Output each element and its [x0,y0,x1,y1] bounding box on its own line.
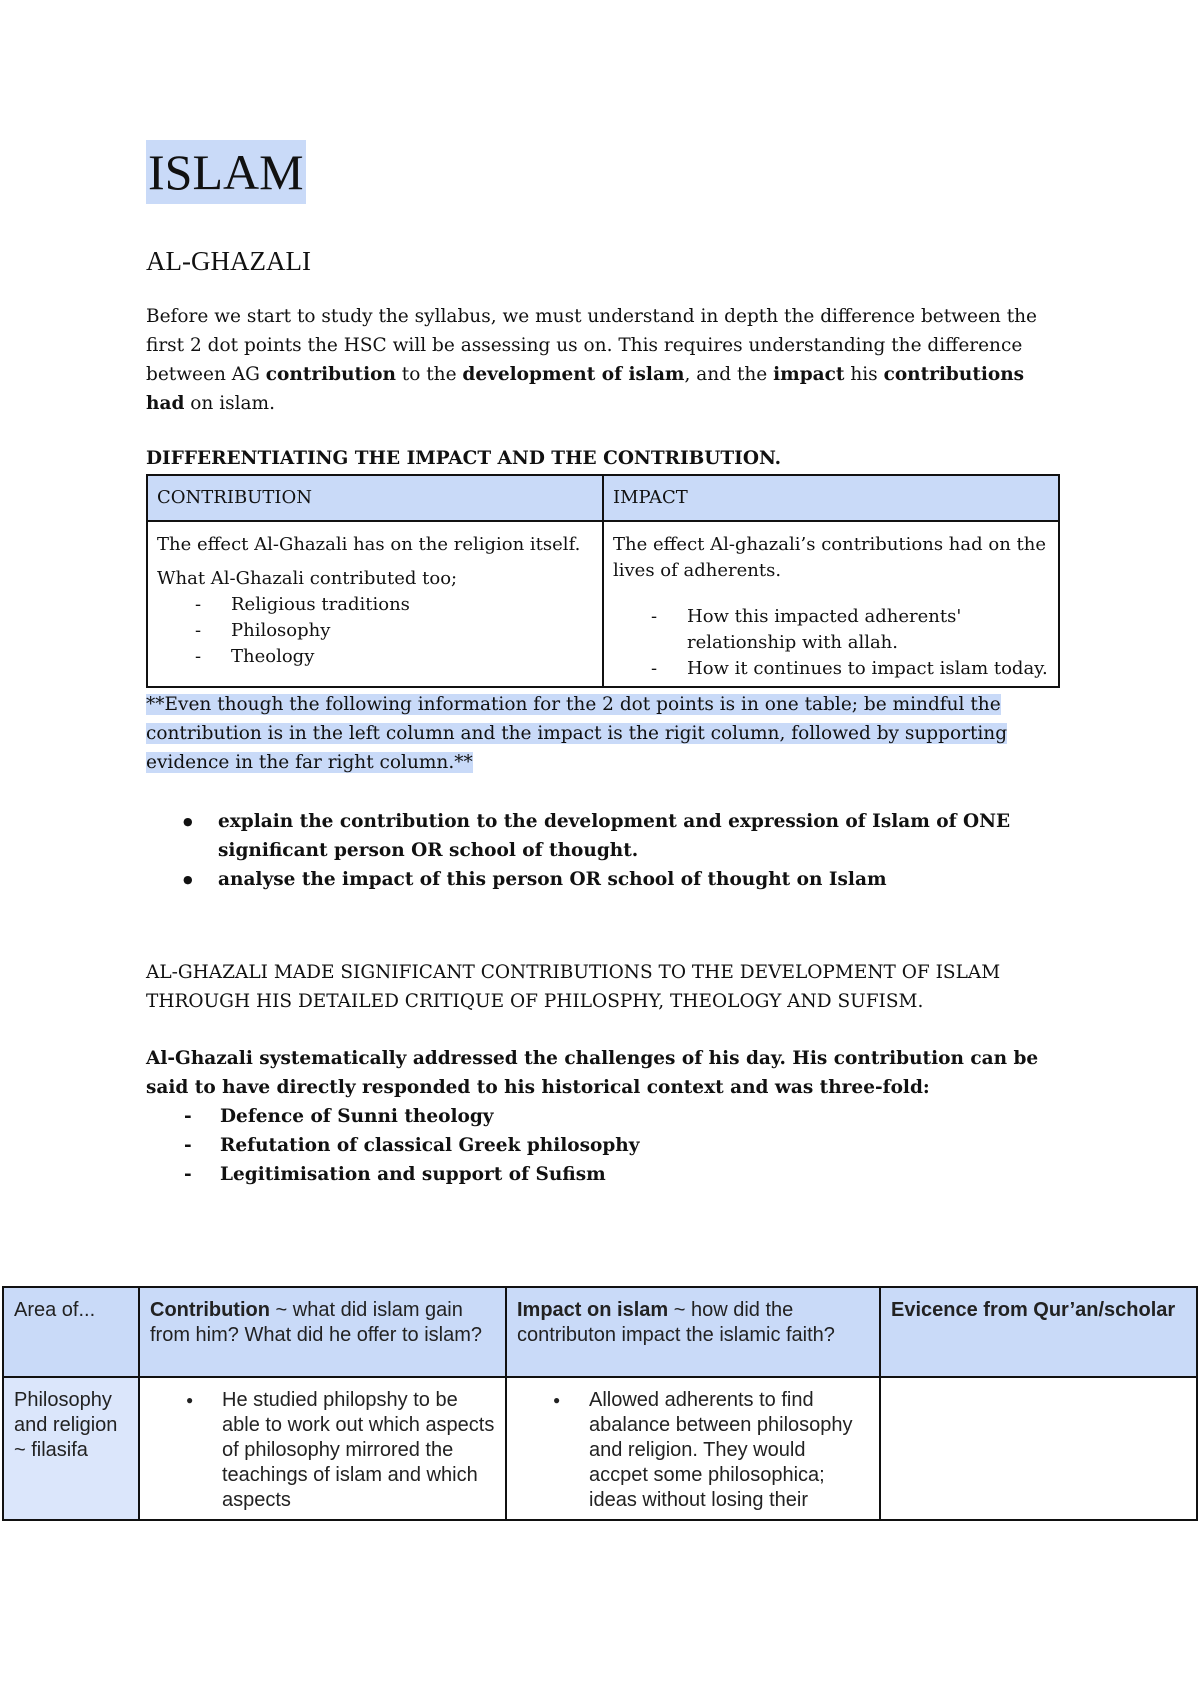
al-ghazali-analysis-table [2,1286,1198,1521]
impact-header: IMPACT [603,475,1059,521]
list-item: - Legitimisation and support of Sufism [184,1160,1056,1189]
contribution-list [157,592,593,670]
impact-effect: The effect Al-ghazali’s contributions had on the lives of adherents. [613,534,1046,581]
list-item: - Defence of Sunni theology [184,1102,1056,1131]
list-item: ● explain the contribution to the development and expression of Islam of ONE significant person OR school of thought. [218,807,1056,865]
contribution-cell [139,1377,506,1520]
impact-header: Impact on islam ~ how did the contributon impact the islamic faith? [506,1287,880,1377]
syllabus-dot-points [146,807,1056,894]
contribution-intro: What Al-Ghazali contributed too; [157,568,458,589]
list-item: ● Allowed adherents to find abalance between philosophy and religion. They would accpet some philosophica; ideas without losing their [589,1388,869,1513]
evidence-header: Evicence from Qur’an/scholar [880,1287,1197,1377]
list-item: ● analyse the impact of this person OR school of thought on Islam [218,865,1056,894]
area-cell: Philosophy and religion ~ filasifa [3,1377,139,1520]
threefold-paragraph: Al-Ghazali systematically addressed the challenges of his day. His contribution can be said to have directly responded to his historical context and was three-fold: [146,1048,1039,1098]
impact-cell [603,521,1059,687]
differentiating-heading: DIFFERENTIATING THE IMPACT AND THE CONTRIBUTION. [146,448,782,469]
section-subtitle: AL-GHAZALI [146,246,311,276]
contribution-header: Contribution ~ what did islam gain from him? What did he offer to islam? [139,1287,506,1377]
list-item: - How this impacted adherents' relationship with allah. [651,604,1049,656]
list-item: - How it continues to impact islam today. [651,656,1049,682]
threefold-list [146,1102,1056,1189]
list-item: ● He studied philopshy to be able to work out which aspects of philosophy mirrored the teachings of islam and which aspects [222,1388,495,1513]
impact-list [613,604,1049,682]
contribution-effect: The effect Al-Ghazali has on the religion itself. [157,534,581,555]
highlighted-note: **Even though the following information for the 2 dot points is in one table; be mindful the contribution is in the left column and the impact is the rigit column, followed by supporting evidence in the far right column.** [146,694,1008,773]
evidence-cell [880,1377,1197,1520]
contribution-cell [147,521,603,687]
list-item: - Philosophy [195,618,593,644]
list-item: - Theology [195,644,593,670]
document-page [146,140,1056,1189]
page-title: ISLAM [146,140,306,204]
contribution-impact-table [146,474,1060,688]
area-header: Area of... [3,1287,139,1377]
contribution-header: CONTRIBUTION [147,475,603,521]
list-item: - Refutation of classical Greek philosophy [184,1131,1056,1160]
impact-cell [506,1377,880,1520]
caps-statement: AL-GHAZALI MADE SIGNIFICANT CONTRIBUTIONS TO THE DEVELOPMENT OF ISLAM THROUGH HIS DETAILED CRITIQUE OF PHILOSPHY, THEOLOGY AND SUFISM. [146,962,1001,1012]
intro-paragraph: Before we start to study the syllabus, we must understand in depth the difference between the first 2 dot points the HSC will be assessing us on. This requires understanding the difference between AG contribution to the development of islam, and the impact his contributions had on islam. [146,306,1037,414]
list-item: - Religious traditions [195,592,593,618]
